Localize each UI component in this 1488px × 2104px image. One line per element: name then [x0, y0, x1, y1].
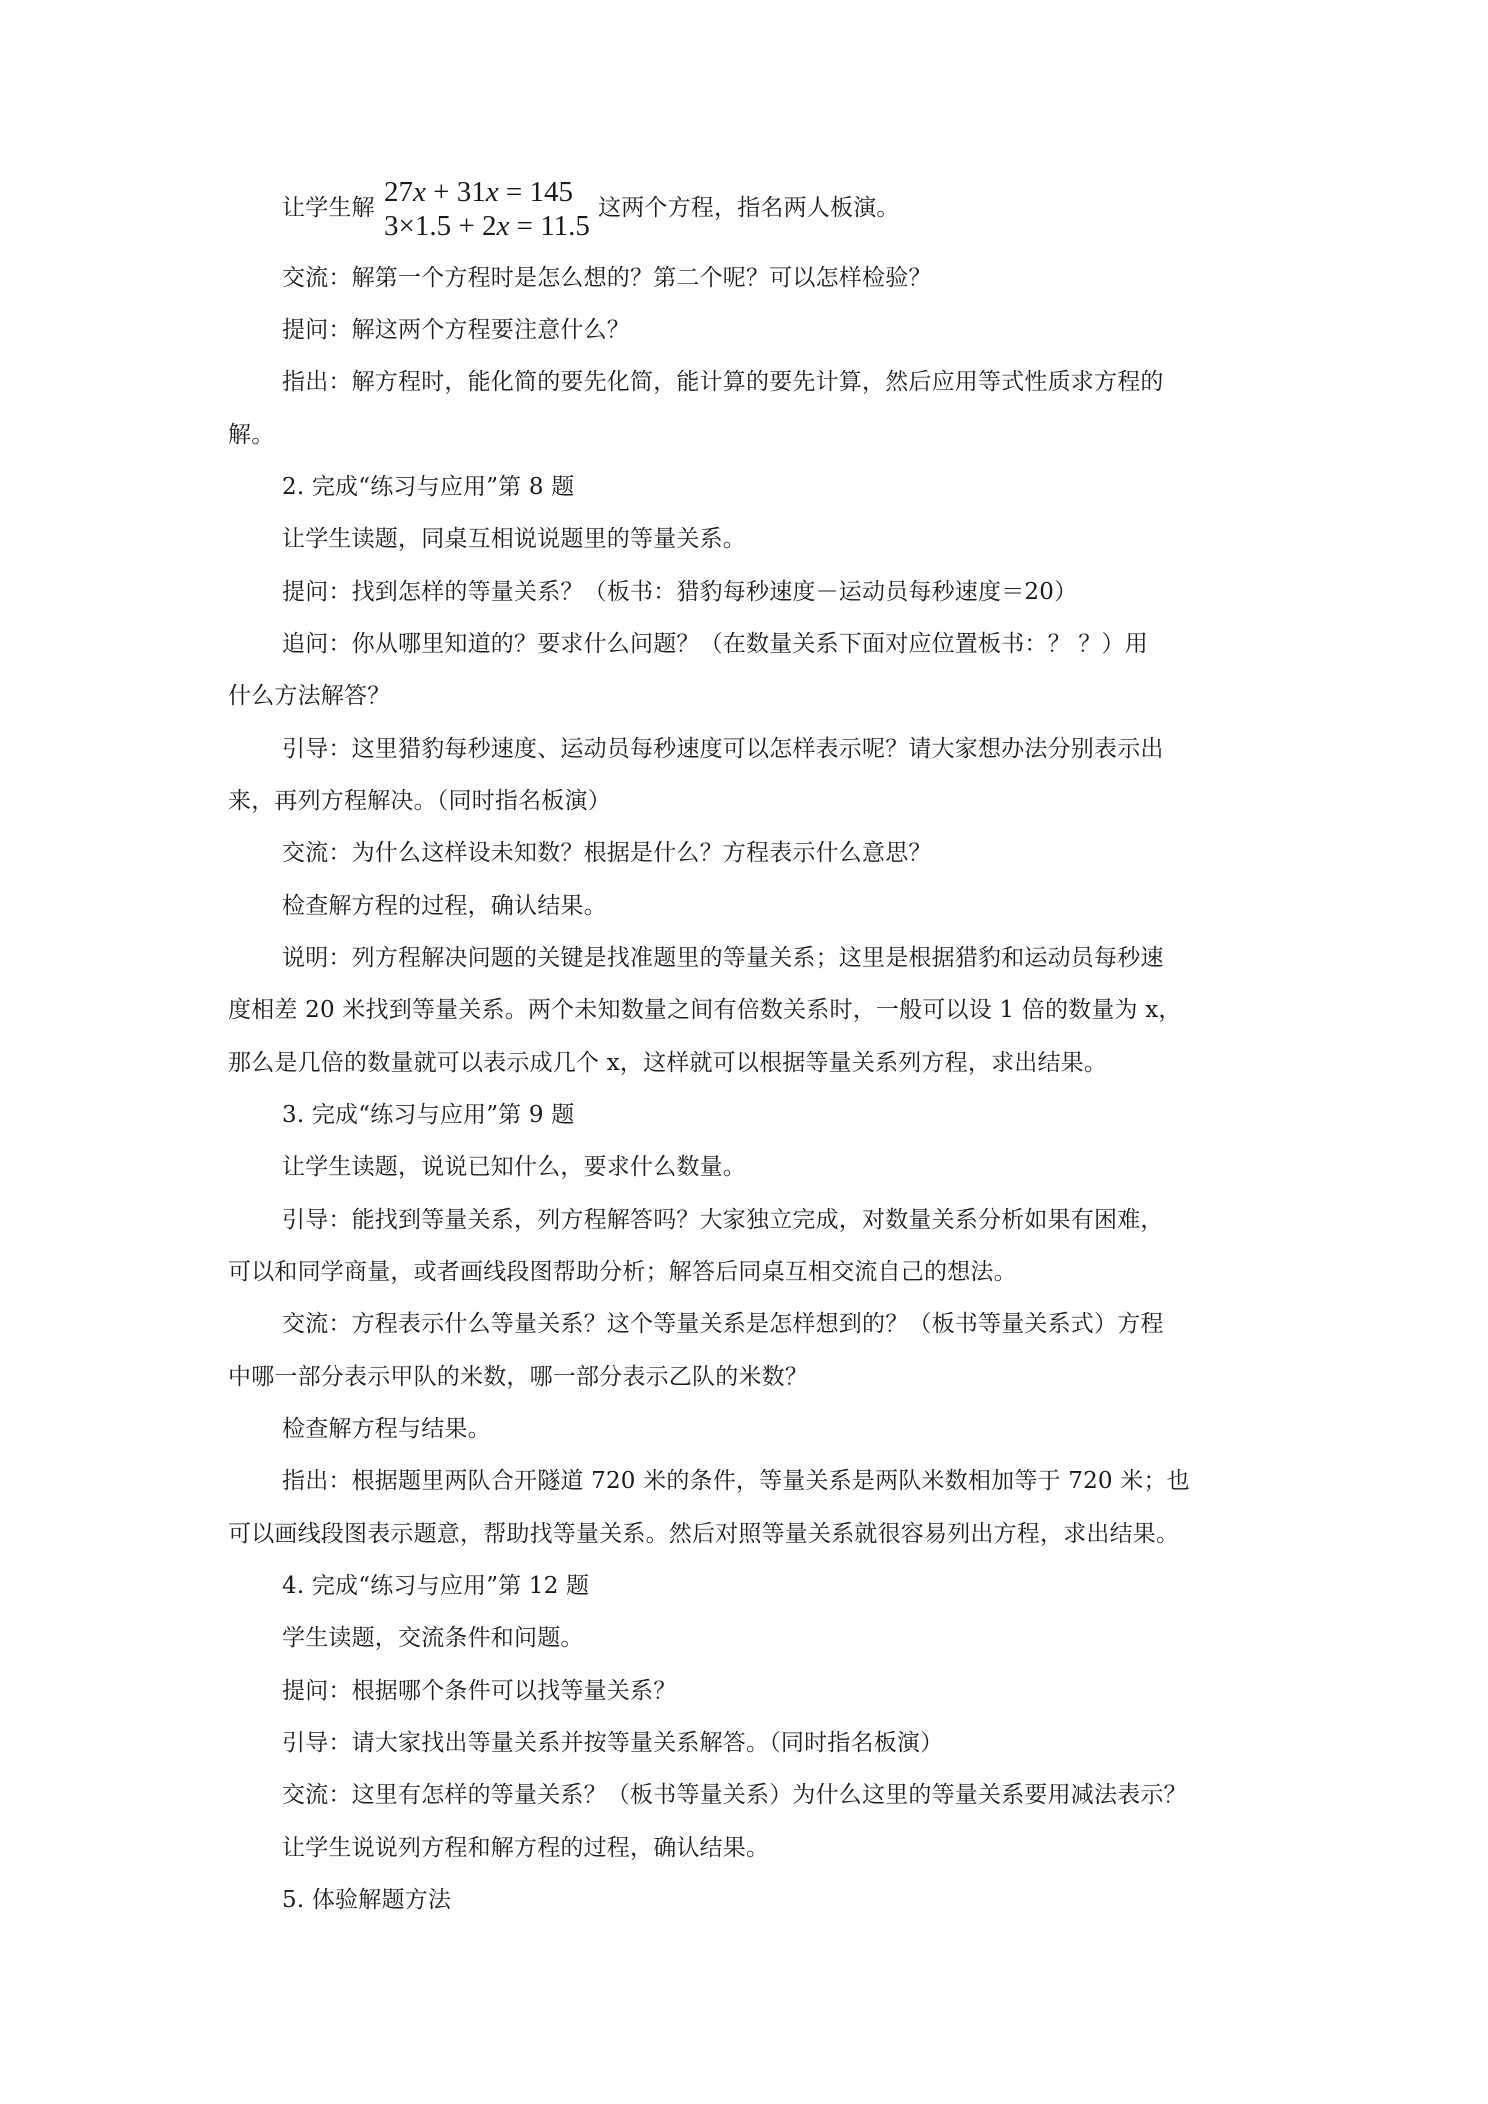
paragraph-line: 引导：这里猎豹每秒速度、运动员每秒速度可以怎样表示呢？请大家想办法分别表示出 [282, 736, 1164, 762]
section-heading: 2. 完成“练习与应用”第 8 题 [282, 474, 575, 500]
paragraph-line: 检查解方程与结果。 [282, 1416, 491, 1442]
paragraph-line: 检查解方程的过程，确认结果。 [282, 893, 607, 919]
paragraph-line: 指出：解方程时，能化简的要先化简，能计算的要先计算，然后应用等式性质求方程的 [282, 369, 1164, 395]
paragraph-line: 提问：根据哪个条件可以找等量关系？ [282, 1678, 677, 1704]
paragraph-line: 交流：这里有怎样的等量关系？（板书等量关系）为什么这里的等量关系要用减法表示？ [282, 1782, 1187, 1808]
paragraph-line: 追问：你从哪里知道的？要求什么问题？（在数量关系下面对应位置板书：？ ？）用 [282, 631, 1148, 657]
paragraph-line: 让学生说说列方程和解方程的过程，确认结果。 [282, 1835, 770, 1861]
paragraph-line: 可以画线段图表示题意，帮助找等量关系。然后对照等量关系就很容易列出方程，求出结果。 [228, 1521, 1180, 1547]
paragraph-line: 交流：为什么这样设未知数？根据是什么？方程表示什么意思？ [282, 840, 932, 866]
equation-prefix: 让学生解 [282, 195, 375, 221]
paragraph-line: 说明：列方程解决问题的关键是找准题里的等量关系；这里是根据猎豹和运动员每秒速 [282, 945, 1164, 971]
paragraph-line: 引导：能找到等量关系，列方程解答吗？大家独立完成，对数量关系分析如果有困难， [282, 1207, 1164, 1233]
paragraph-line: 度相差 20 米找到等量关系。两个未知数量之间有倍数关系时，一般可以设 1 倍的数量为 x， [228, 997, 1182, 1023]
paragraph-line: 来，再列方程解决。（同时指名板演） [228, 788, 611, 814]
paragraph-line: 指出：根据题里两队合开隧道 720 米的条件，等量关系是两队米数相加等于 720 米；也 [282, 1468, 1190, 1494]
equation-second: 3×1.5 + 2x = 11.5 [384, 210, 590, 242]
paragraph-line: 提问：找到怎样的等量关系？（板书：猎豹每秒速度－运动员每秒速度＝20） [282, 579, 1078, 605]
equation-first: 27x + 31x = 145 [384, 176, 573, 208]
section-heading: 4. 完成“练习与应用”第 12 题 [282, 1573, 590, 1599]
paragraph-line: 那么是几倍的数量就可以表示成几个 x，这样就可以根据等量关系列方程，求出结果。 [228, 1050, 1108, 1076]
paragraph-line: 让学生读题，同桌互相说说题里的等量关系。 [282, 526, 746, 552]
section-heading: 3. 完成“练习与应用”第 9 题 [282, 1102, 575, 1128]
paragraph-line: 交流：方程表示什么等量关系？这个等量关系是怎样想到的？（板书等量关系式）方程 [282, 1311, 1164, 1337]
paragraph-line: 中哪一部分表示甲队的米数，哪一部分表示乙队的米数？ [228, 1364, 808, 1390]
paragraph-line: 让学生读题，说说已知什么，要求什么数量。 [282, 1154, 746, 1180]
paragraph-line: 交流：解第一个方程时是怎么想的？第二个呢？可以怎样检验？ [282, 265, 932, 291]
paragraph-line: 什么方法解答？ [228, 683, 391, 709]
paragraph-line: 可以和同学商量，或者画线段图帮助分析；解答后同桌互相交流自己的想法。 [228, 1259, 1017, 1285]
paragraph-line: 提问：解这两个方程要注意什么？ [282, 317, 630, 343]
paragraph-line: 学生读题，交流条件和问题。 [282, 1625, 584, 1651]
equation-suffix: 这两个方程，指名两人板演。 [598, 195, 900, 221]
paragraph-line: 解。 [228, 422, 275, 448]
section-heading: 5. 体验解题方法 [282, 1887, 452, 1913]
paragraph-line: 引导：请大家找出等量关系并按等量关系解答。（同时指名板演） [282, 1730, 944, 1756]
